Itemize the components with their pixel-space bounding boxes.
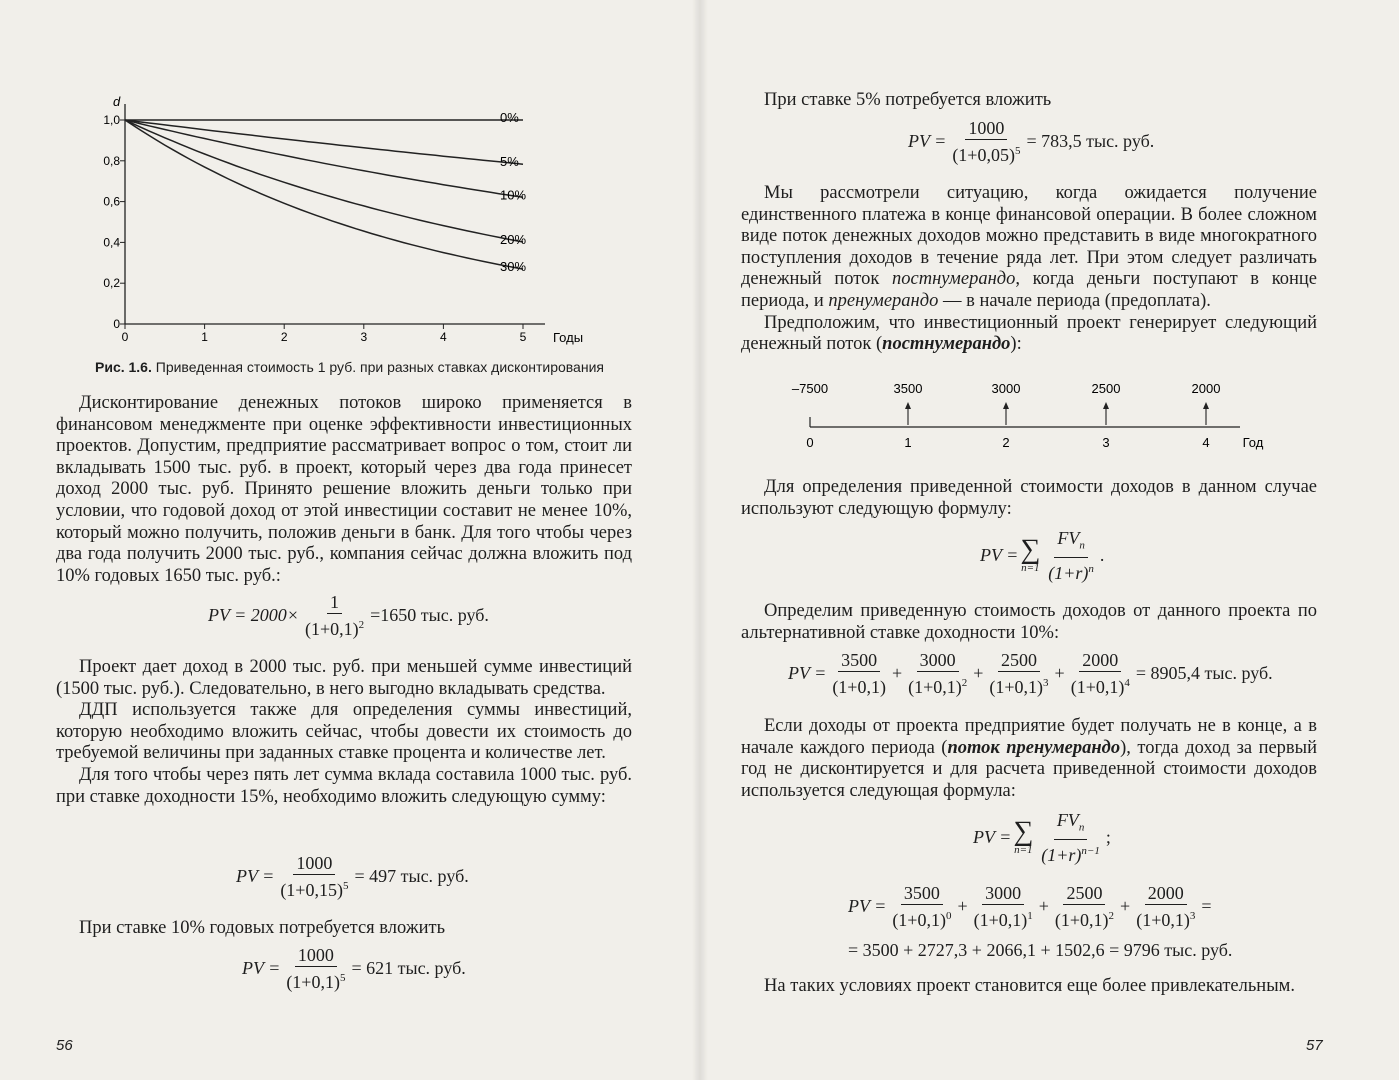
den-base: (1+0,05) [952,145,1015,165]
fraction-numerator: 3000 [917,650,959,672]
num-sub: n [1078,821,1085,834]
den-power: 2 [961,677,968,689]
den-power: 2 [358,619,365,631]
left-para-1: Дисконтирование денежных потоков широко применяется в финансовом менеджменте при оценке эффективности инвестиционных проектов. Допустим, предприятие рассматривает вопрос о том, стоит ли вкладывать 1500 тыс. руб. в проект, который через два года принесет доход 2000 тыс. руб. Принято решение вложить деньги только при условии, что годовой доход от этой инвестиции составит не менее 10%, который можно получить, положив деньги в банк. Для того чтобы через два года получить 2000 тыс. руб., компания сейчас должна вложить под 10% годовых 1650 тыс. руб.: [56,393,632,586]
fraction-denominator [971,905,1036,930]
formula-rhs: = 621 тыс. руб. [351,958,466,978]
para-text: Мы рассмотрели ситуацию, когда ожидается получение единственного платежа в конце финансовой операции. В более сложном виде поток денежных доходов можно представить в виде многократного поступления доходов в течение ряда лет. При этом следует различать денежный поток [741,183,1317,290]
fraction-denominator [986,672,1051,697]
cash-flow-amount: 3500 [893,381,923,396]
den-base: (1+0,1) [989,677,1044,697]
arrow-head-icon [905,402,911,409]
cash-flow-amount: 3000 [991,381,1021,396]
left-formula-2 [236,853,469,900]
term-prenumerando-flow: поток пренумерандо [947,737,1121,758]
fraction-numerator: 2000 [1145,883,1187,905]
right-para-4: Для определения приведенной стоимости доходов в данном случае используют следующую формулу: [741,477,1317,519]
y-tick-label: 0 [113,317,120,331]
right-para-2 [741,183,1317,313]
fraction-numerator [1054,528,1088,558]
den-base: (1+0,1) [1054,910,1109,930]
caption-text: Приведенная стоимость 1 руб. при разных ставках дисконтирования [151,359,604,375]
para-text: — в начале периода (предоплата). [938,290,1211,311]
right-text-block-5 [741,716,1317,802]
left-formula-3 [242,945,466,992]
right-formula-4 [973,810,1111,865]
para-text: Предположим, что инвестиционный проект генерирует следующий денежный поток ( [741,312,1317,355]
sum-index: n=1 [1021,561,1040,574]
fraction-denominator [829,672,889,697]
num-base: FV [1057,528,1080,548]
x-tick-label: 5 [519,330,527,344]
cash-flow-amount: 2000 [1191,381,1221,396]
para-text: Если доходы от проекта предприятие будет получать не в конце, а в начале каждого периода ( [741,716,1317,758]
left-text-block-2 [56,657,632,808]
formula-lhs: PV = [973,826,1012,847]
fraction-denominator [1052,905,1117,930]
fraction-denominator [283,967,348,992]
y-tick-label: 1,0 [103,113,120,127]
den-base: (1+r) [1041,844,1082,865]
formula-lhs: PV = [908,131,947,151]
plus-sign: + [1120,896,1131,916]
den-power: 1 [1027,910,1033,922]
fraction-denominator [905,672,970,697]
right-formula-2 [980,528,1104,583]
num-sub: n [1079,539,1085,552]
fraction-denominator [277,875,351,900]
formula-lhs: PV = [848,896,887,916]
right-formula-5 [848,883,1212,930]
formula-rhs: =1650 тыс. руб. [370,605,489,625]
left-para-5: При ставке 10% годовых потребуется вложить [79,918,446,938]
formula-fraction [971,883,1036,930]
den-power: 5 [342,880,349,892]
sum-symbol: ∑ n=1 [1013,815,1034,856]
fraction-denominator [949,140,1023,165]
formula-lhs: PV = [980,544,1019,565]
fraction-numerator: 1000 [293,853,335,875]
formula-fraction [1045,528,1097,583]
formula-fraction [302,592,367,639]
right-para-1: При ставке 5% потребуется вложить [764,90,1052,110]
fraction-denominator [1133,905,1198,930]
den-base: (1+0,1) [1136,910,1190,930]
timeline-axis-label: Год [1242,435,1264,450]
chart-lines [125,120,523,269]
page-number-left: 56 [56,1037,73,1054]
den-base: (1+0,15) [280,880,343,900]
arrow-head-icon [1003,402,1009,409]
cash-flow-amount: 2500 [1091,381,1121,396]
right-page [700,0,1399,1080]
formula-fraction [1133,883,1198,930]
left-text-block-3 [56,918,632,940]
den-power: 3 [1043,677,1049,689]
para-text: ), тогда доход за первый год не дисконтируется и для расчета приведенной стоимости доходов используется следующая формула: [741,737,1317,801]
series-label-30pct: 30% [500,259,527,275]
left-para-3: ДДП используется также для определения суммы инвестиций, которую необходимо вложить сейчас, чтобы довести их стоимость до требуемой величины при заданных ставке процента и количестве лет. [56,700,632,764]
right-text-block-4 [741,601,1317,644]
left-para-2: Проект дает доход в 2000 тыс. руб. при меньшей сумме инвестиций (1500 тыс. руб.). Следовательно, в него выгодно вкладывать средства. [56,657,632,699]
series-label-20pct: 20% [500,231,527,247]
fraction-numerator: 1 [327,592,342,614]
fraction-numerator: 3500 [901,883,943,905]
x-tick-label: 1 [201,330,208,344]
den-power: 0 [945,910,952,922]
x-tick-label: 4 [440,330,447,344]
formula-rhs: = [1201,896,1212,916]
plus-sign: + [957,896,968,916]
arrow-head-icon [1103,402,1109,409]
x-tick-label: 3 [360,330,368,344]
period-label: 1 [904,435,912,450]
den-power: 5 [339,972,346,984]
right-text-block-1 [741,90,1317,112]
caption-label: Рис. 1.6. [95,359,152,375]
num-base: FV [1056,810,1079,830]
formula-fraction [283,945,348,992]
chart-axes [120,104,545,329]
den-base: (1+0,1) [892,910,946,930]
fraction-denominator [302,614,367,639]
series-line-5pct [125,120,523,164]
series-label-5pct: 5% [500,154,519,170]
right-para-5: Определим приведенную стоимость доходов от данного проекта по альтернативной ставке доходности 10%: [741,601,1317,643]
x-tick-label: 0 [121,330,129,344]
fraction-numerator: 2500 [1063,883,1105,905]
y-axis-label: d [113,94,121,109]
fraction-denominator [1068,672,1133,697]
formula-lhs: PV = [242,958,281,978]
series-label-10pct: 10% [500,187,527,203]
formula-fraction [949,118,1023,165]
series-line-20pct [125,120,523,242]
fraction-denominator [1038,840,1103,865]
den-base: (1+0,1) [908,677,962,697]
right-para-3 [741,313,1317,356]
right-text-block-3 [741,477,1317,520]
period-label: 4 [1202,435,1210,450]
formula-fraction [905,650,970,697]
formula-fraction [1068,650,1133,697]
den-base: (1+0,1) [1070,677,1125,697]
formula-lhs: PV = [236,866,275,886]
discount-chart [0,0,600,350]
right-formula-3 [788,650,1273,697]
y-tick-label: 0,4 [103,235,120,250]
plus-sign: + [973,663,984,683]
den-base: (1+0,1) [304,619,359,639]
den-power: n−1 [1081,844,1100,857]
left-para-4: Для того чтобы через пять лет сумма вклада составила 1000 тыс. руб. при ставке доходности 15%, необходимо вложить следующую сумму: [56,764,632,807]
y-tick-label: 0,2 [103,276,120,291]
period-label: 0 [806,435,814,450]
left-text-block-1 [56,393,632,587]
den-base: (1+0,1) [832,677,886,697]
series-label-0pct: 0% [500,110,519,125]
den-power: 5 [1014,145,1021,157]
right-formula-1 [908,118,1154,165]
para-text: ): [1010,334,1022,355]
period-label: 2 [1002,435,1010,450]
formula-rhs: = 783,5 тыс. руб. [1026,131,1155,151]
formula-rhs: = 497 тыс. руб. [354,866,469,886]
term-prenumerando: пренумерандо [828,290,939,311]
formula-fraction [277,853,351,900]
formula-rhs: ; [1105,826,1111,847]
para-text: , когда деньги поступают в конце периода, и [741,269,1318,311]
fraction-numerator: 3000 [982,883,1024,905]
fraction-numerator: 2000 [1079,650,1121,672]
fraction-numerator: 2500 [998,650,1040,672]
formula-rhs: = 8905,4 тыс. руб. [1135,663,1273,683]
right-text-block-6 [741,976,1317,998]
den-power: n [1088,562,1094,575]
den-base: (1+0,1) [286,972,340,992]
right-formula-5-line2 [848,940,1232,961]
sum-index: n=1 [1014,843,1033,856]
cash-flow-amount: –7500 [791,381,829,396]
den-power: 2 [1108,910,1115,922]
term-postnumerando-bold: постнумерандо [882,334,1011,355]
plus-sign: + [1054,663,1065,683]
plus-sign: + [1038,896,1049,916]
formula-fraction [1038,810,1103,865]
right-text-block-2 [741,183,1317,356]
y-tick-label: 0,8 [103,153,120,168]
x-tick-label: 2 [280,330,288,344]
arrow-head-icon [1203,402,1209,409]
den-power: 3 [1189,910,1196,922]
den-power: 4 [1124,677,1130,689]
fraction-numerator: 3500 [838,650,880,672]
fraction-numerator [1054,810,1088,840]
formula-lhs: PV = [788,663,827,683]
right-para-6 [741,716,1317,802]
right-para-7: На таких условиях проект становится еще более привлекательным. [764,976,1295,996]
cash-flow-timeline [790,375,1310,455]
page-number-right: 57 [1306,1037,1323,1054]
formula-fraction [829,650,889,697]
timeline-group [792,381,1264,450]
plus-sign: + [891,663,903,683]
figure-caption [95,359,604,375]
fraction-numerator: 1000 [965,118,1007,140]
fraction-numerator: 1000 [295,945,337,967]
fraction-denominator [889,905,954,930]
period-label: 3 [1102,435,1110,450]
den-base: (1+0,1) [973,910,1028,930]
left-formula-1 [208,592,489,639]
x-axis-label: Годы [553,330,584,345]
formula-result-line: = 3500 + 2727,3 + 2066,1 + 1502,6 = 9796 тыс. руб. [848,940,1233,960]
formula-rhs: . [1099,544,1105,565]
den-base: (1+r) [1048,562,1089,583]
term-postnumerando: постнумерандо [892,269,1016,290]
formula-fraction [986,650,1051,697]
y-tick-label: 0,6 [103,194,120,209]
formula-fraction [889,883,954,930]
formula-fraction [1052,883,1117,930]
formula-lhs: PV = 2000× [208,605,299,625]
sum-symbol: ∑ n=1 [1020,533,1041,574]
fraction-denominator [1045,558,1097,583]
